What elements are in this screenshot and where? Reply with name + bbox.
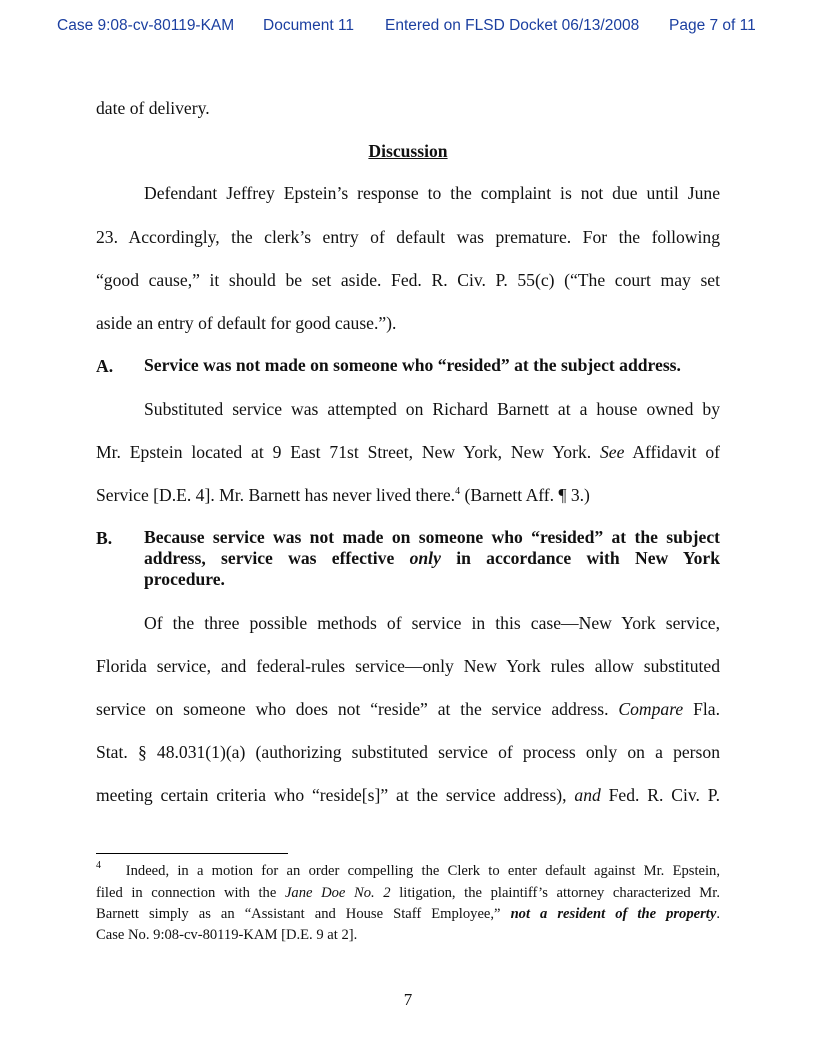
section-b-letter: B. bbox=[96, 528, 113, 548]
header-document-number: Document 11 bbox=[263, 17, 355, 34]
footnote-line: $^4$ Indeed, in a motion for an order compelling the Clerk to enter default against Mr. Epstein, bbox=[96, 860, 720, 879]
section-heading-discussion: Discussion bbox=[368, 141, 448, 161]
footnote-line: filed in connection with the Jane Doe No. 2 litigation, the plaintiff’s attorney characterized Mr. bbox=[96, 885, 720, 901]
footnote-marker: 4 bbox=[96, 860, 101, 871]
page-number: 7 bbox=[403, 990, 413, 1009]
paragraph-line: aside an entry of default for good cause.”). bbox=[96, 313, 397, 333]
paragraph-line: Mr. Epstein located at 9 East 71st Street, New York, New York. See Affidavit of bbox=[96, 442, 720, 462]
paragraph-line: Stat. § 48.031(1)(a) (authorizing substituted service of process only on a person bbox=[96, 742, 720, 762]
paragraph-line: Substituted service was attempted on Richard Barnett at a house owned by bbox=[144, 399, 720, 419]
header-docket-entry: Entered on FLSD Docket 06/13/2008 bbox=[385, 17, 640, 34]
section-b-title: Because service was not made on someone who “resided” at the subject address, service was effective only in accordance with New York procedure. bbox=[144, 527, 721, 589]
paragraph-line: Defendant Jeffrey Epstein’s response to the complaint is not due until June bbox=[144, 183, 720, 203]
section-a-title: Service was not made on someone who “resided” at the subject address. bbox=[144, 355, 681, 375]
footnote-divider bbox=[96, 853, 288, 854]
paragraph-line: Florida service, and federal-rules service—only New York rules allow substituted bbox=[96, 656, 720, 676]
paragraph-line: Of the three possible methods of service in this case—New York service, bbox=[144, 613, 720, 633]
footnote-line: Case No. 9:08-cv-80119-KAM [D.E. 9 at 2]. bbox=[96, 927, 358, 943]
paragraph-line: 23. Accordingly, the clerk’s entry of default was premature. For the following bbox=[96, 227, 720, 247]
header-page-count: Page 7 of 11 bbox=[669, 17, 756, 34]
paragraph-line: service on someone who does not “reside” at the service address. Compare Fla. bbox=[96, 699, 720, 719]
footnote-ref: 4 bbox=[455, 486, 461, 497]
docket-header bbox=[0, 17, 816, 39]
signal-see: See bbox=[600, 442, 625, 462]
body-line: date of delivery. bbox=[96, 98, 210, 118]
paragraph-line: “good cause,” it should be set aside. Fed. R. Civ. P. 55(c) (“The court may set bbox=[96, 270, 720, 290]
paragraph-line: Service [D.E. 4]. Mr. Barnett has never lived there.$^4$ (Barnett Aff. ¶ 3.) bbox=[96, 485, 590, 505]
paragraph-line: meeting certain criteria who “reside[s]” at the service address), and Fed. R. Civ. P. bbox=[96, 785, 720, 805]
footnote-line: Barnett simply as an “Assistant and House Staff Employee,” not a resident of the property. bbox=[96, 906, 720, 922]
section-a-letter: A. bbox=[96, 356, 114, 376]
header-case-number: Case 9:08-cv-80119-KAM bbox=[57, 17, 235, 34]
